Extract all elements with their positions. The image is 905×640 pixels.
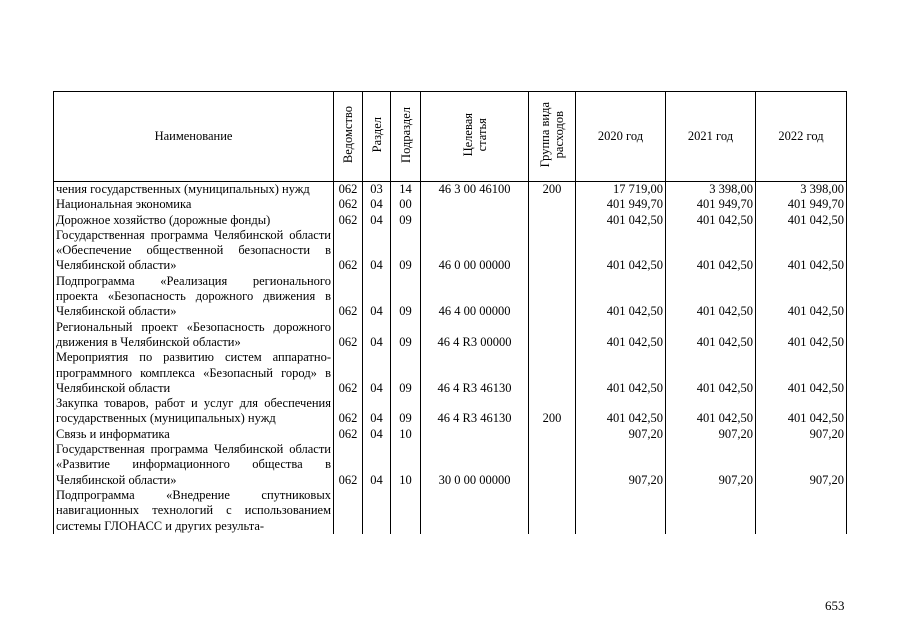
cell-name: Дорожное хозяйство (дорожные фонды) xyxy=(54,213,334,228)
cell-v2020: 401 042,50 xyxy=(576,228,666,274)
cell-razd: 04 xyxy=(363,213,391,228)
cell-razd: 04 xyxy=(363,320,391,351)
cell-cs: 46 0 00 00000 xyxy=(421,228,529,274)
cell-v2021 xyxy=(666,488,756,534)
cell-v2022: 401 042,50 xyxy=(756,228,847,274)
cell-v2022: 401 042,50 xyxy=(756,274,847,320)
cell-ved: 062 xyxy=(334,442,363,488)
cell-name: Государственная программа Челябинской области «Обеспечение общественной безопасности в Челябинской области» xyxy=(54,228,334,274)
cell-v2021: 401 042,50 xyxy=(666,350,756,396)
cell-razd: 04 xyxy=(363,442,391,488)
cell-cs xyxy=(421,213,529,228)
cell-podr: 09 xyxy=(391,320,421,351)
cell-podr: 09 xyxy=(391,350,421,396)
cell-v2020: 907,20 xyxy=(576,427,666,442)
cell-v2021: 401 042,50 xyxy=(666,274,756,320)
cell-podr: 10 xyxy=(391,442,421,488)
cell-vr xyxy=(529,442,576,488)
table-row xyxy=(54,488,847,534)
budget-table xyxy=(53,91,847,534)
header-vedomstvo: Ведомство xyxy=(334,92,363,182)
header-razdel: Раздел xyxy=(363,92,391,182)
cell-name: Государственная программа Челябинской области «Развитие информационного общества в Челябинской области» xyxy=(54,442,334,488)
cell-ved: 062 xyxy=(334,427,363,442)
cell-cs: 46 4 R3 00000 xyxy=(421,320,529,351)
cell-v2021: 401 949,70 xyxy=(666,197,756,212)
cell-v2020: 401 042,50 xyxy=(576,213,666,228)
cell-v2021: 3 398,00 xyxy=(666,182,756,198)
cell-ved: 062 xyxy=(334,213,363,228)
cell-v2021: 401 042,50 xyxy=(666,320,756,351)
cell-podr: 10 xyxy=(391,427,421,442)
table-row xyxy=(54,320,847,351)
cell-ved xyxy=(334,488,363,534)
cell-razd: 04 xyxy=(363,274,391,320)
cell-cs xyxy=(421,427,529,442)
cell-ved: 062 xyxy=(334,197,363,212)
cell-v2020: 17 719,00 xyxy=(576,182,666,198)
cell-cs xyxy=(421,197,529,212)
cell-vr xyxy=(529,274,576,320)
cell-podr: 14 xyxy=(391,182,421,198)
cell-cs xyxy=(421,488,529,534)
cell-podr: 00 xyxy=(391,197,421,212)
cell-vr xyxy=(529,427,576,442)
cell-vr xyxy=(529,228,576,274)
cell-razd: 04 xyxy=(363,350,391,396)
cell-podr: 09 xyxy=(391,396,421,427)
cell-cs: 46 3 00 46100 xyxy=(421,182,529,198)
page-number: 653 xyxy=(825,598,845,613)
table-row xyxy=(54,182,847,198)
cell-ved: 062 xyxy=(334,320,363,351)
cell-vr xyxy=(529,488,576,534)
cell-name: Мероприятия по развитию систем аппаратно-программного комплекса «Безопасный город» в Челябинской области xyxy=(54,350,334,396)
table-row xyxy=(54,427,847,442)
cell-v2022 xyxy=(756,488,847,534)
cell-vr: 200 xyxy=(529,182,576,198)
cell-cs: 30 0 00 00000 xyxy=(421,442,529,488)
cell-v2021: 401 042,50 xyxy=(666,396,756,427)
cell-v2022: 401 042,50 xyxy=(756,213,847,228)
cell-v2021: 907,20 xyxy=(666,427,756,442)
cell-vr xyxy=(529,213,576,228)
cell-name: Подпрограмма «Внедрение спутниковых навигационных технологий с использованием системы ГЛОНАСС и других результа- xyxy=(54,488,334,534)
cell-name: Связь и информатика xyxy=(54,427,334,442)
cell-ved: 062 xyxy=(334,228,363,274)
cell-ved: 062 xyxy=(334,274,363,320)
table-row xyxy=(54,442,847,488)
cell-v2022: 401 042,50 xyxy=(756,320,847,351)
cell-podr: 09 xyxy=(391,213,421,228)
cell-v2022: 401 949,70 xyxy=(756,197,847,212)
cell-name: чения государственных (муниципальных) нужд xyxy=(54,182,334,198)
table-header-row xyxy=(54,92,847,182)
cell-v2021: 401 042,50 xyxy=(666,213,756,228)
cell-v2020: 401 042,50 xyxy=(576,320,666,351)
header-2021: 2021 год xyxy=(666,92,756,182)
cell-v2022: 401 042,50 xyxy=(756,350,847,396)
cell-name: Закупка товаров, работ и услуг для обеспечения государственных (муниципальных) нужд xyxy=(54,396,334,427)
cell-v2020: 401 949,70 xyxy=(576,197,666,212)
cell-v2020: 907,20 xyxy=(576,442,666,488)
cell-v2020: 401 042,50 xyxy=(576,396,666,427)
table-row xyxy=(54,350,847,396)
cell-cs: 46 4 00 00000 xyxy=(421,274,529,320)
table-row xyxy=(54,197,847,212)
table-row xyxy=(54,396,847,427)
table-row xyxy=(54,213,847,228)
cell-v2022: 907,20 xyxy=(756,427,847,442)
cell-razd: 04 xyxy=(363,197,391,212)
header-celevaya-statya: Целевая статья xyxy=(421,92,529,182)
cell-v2020: 401 042,50 xyxy=(576,274,666,320)
cell-name: Региональный проект «Безопасность дорожного движения в Челябинской области» xyxy=(54,320,334,351)
cell-name: Национальная экономика xyxy=(54,197,334,212)
cell-name: Подпрограмма «Реализация регионального проекта «Безопасность дорожного движения в Челябинской области» xyxy=(54,274,334,320)
cell-podr: 09 xyxy=(391,228,421,274)
cell-razd: 04 xyxy=(363,228,391,274)
cell-ved: 062 xyxy=(334,182,363,198)
cell-razd: 04 xyxy=(363,396,391,427)
cell-v2022: 3 398,00 xyxy=(756,182,847,198)
cell-cs: 46 4 R3 46130 xyxy=(421,350,529,396)
cell-v2021: 401 042,50 xyxy=(666,228,756,274)
cell-v2022: 401 042,50 xyxy=(756,396,847,427)
cell-razd: 03 xyxy=(363,182,391,198)
cell-podr xyxy=(391,488,421,534)
cell-v2021: 907,20 xyxy=(666,442,756,488)
header-2022: 2022 год xyxy=(756,92,847,182)
cell-vr xyxy=(529,197,576,212)
cell-razd: 04 xyxy=(363,427,391,442)
cell-cs: 46 4 R3 46130 xyxy=(421,396,529,427)
table-row xyxy=(54,274,847,320)
header-2020: 2020 год xyxy=(576,92,666,182)
cell-ved: 062 xyxy=(334,396,363,427)
cell-vr xyxy=(529,350,576,396)
header-name: Наименование xyxy=(54,92,334,182)
cell-v2020 xyxy=(576,488,666,534)
table-row xyxy=(54,228,847,274)
cell-ved: 062 xyxy=(334,350,363,396)
header-gruppa-vida-rashodov: Группа вида расходов xyxy=(529,92,576,182)
cell-razd xyxy=(363,488,391,534)
cell-vr: 200 xyxy=(529,396,576,427)
cell-vr xyxy=(529,320,576,351)
cell-v2020: 401 042,50 xyxy=(576,350,666,396)
header-podrazdel: Подраздел xyxy=(391,92,421,182)
cell-podr: 09 xyxy=(391,274,421,320)
cell-v2022: 907,20 xyxy=(756,442,847,488)
